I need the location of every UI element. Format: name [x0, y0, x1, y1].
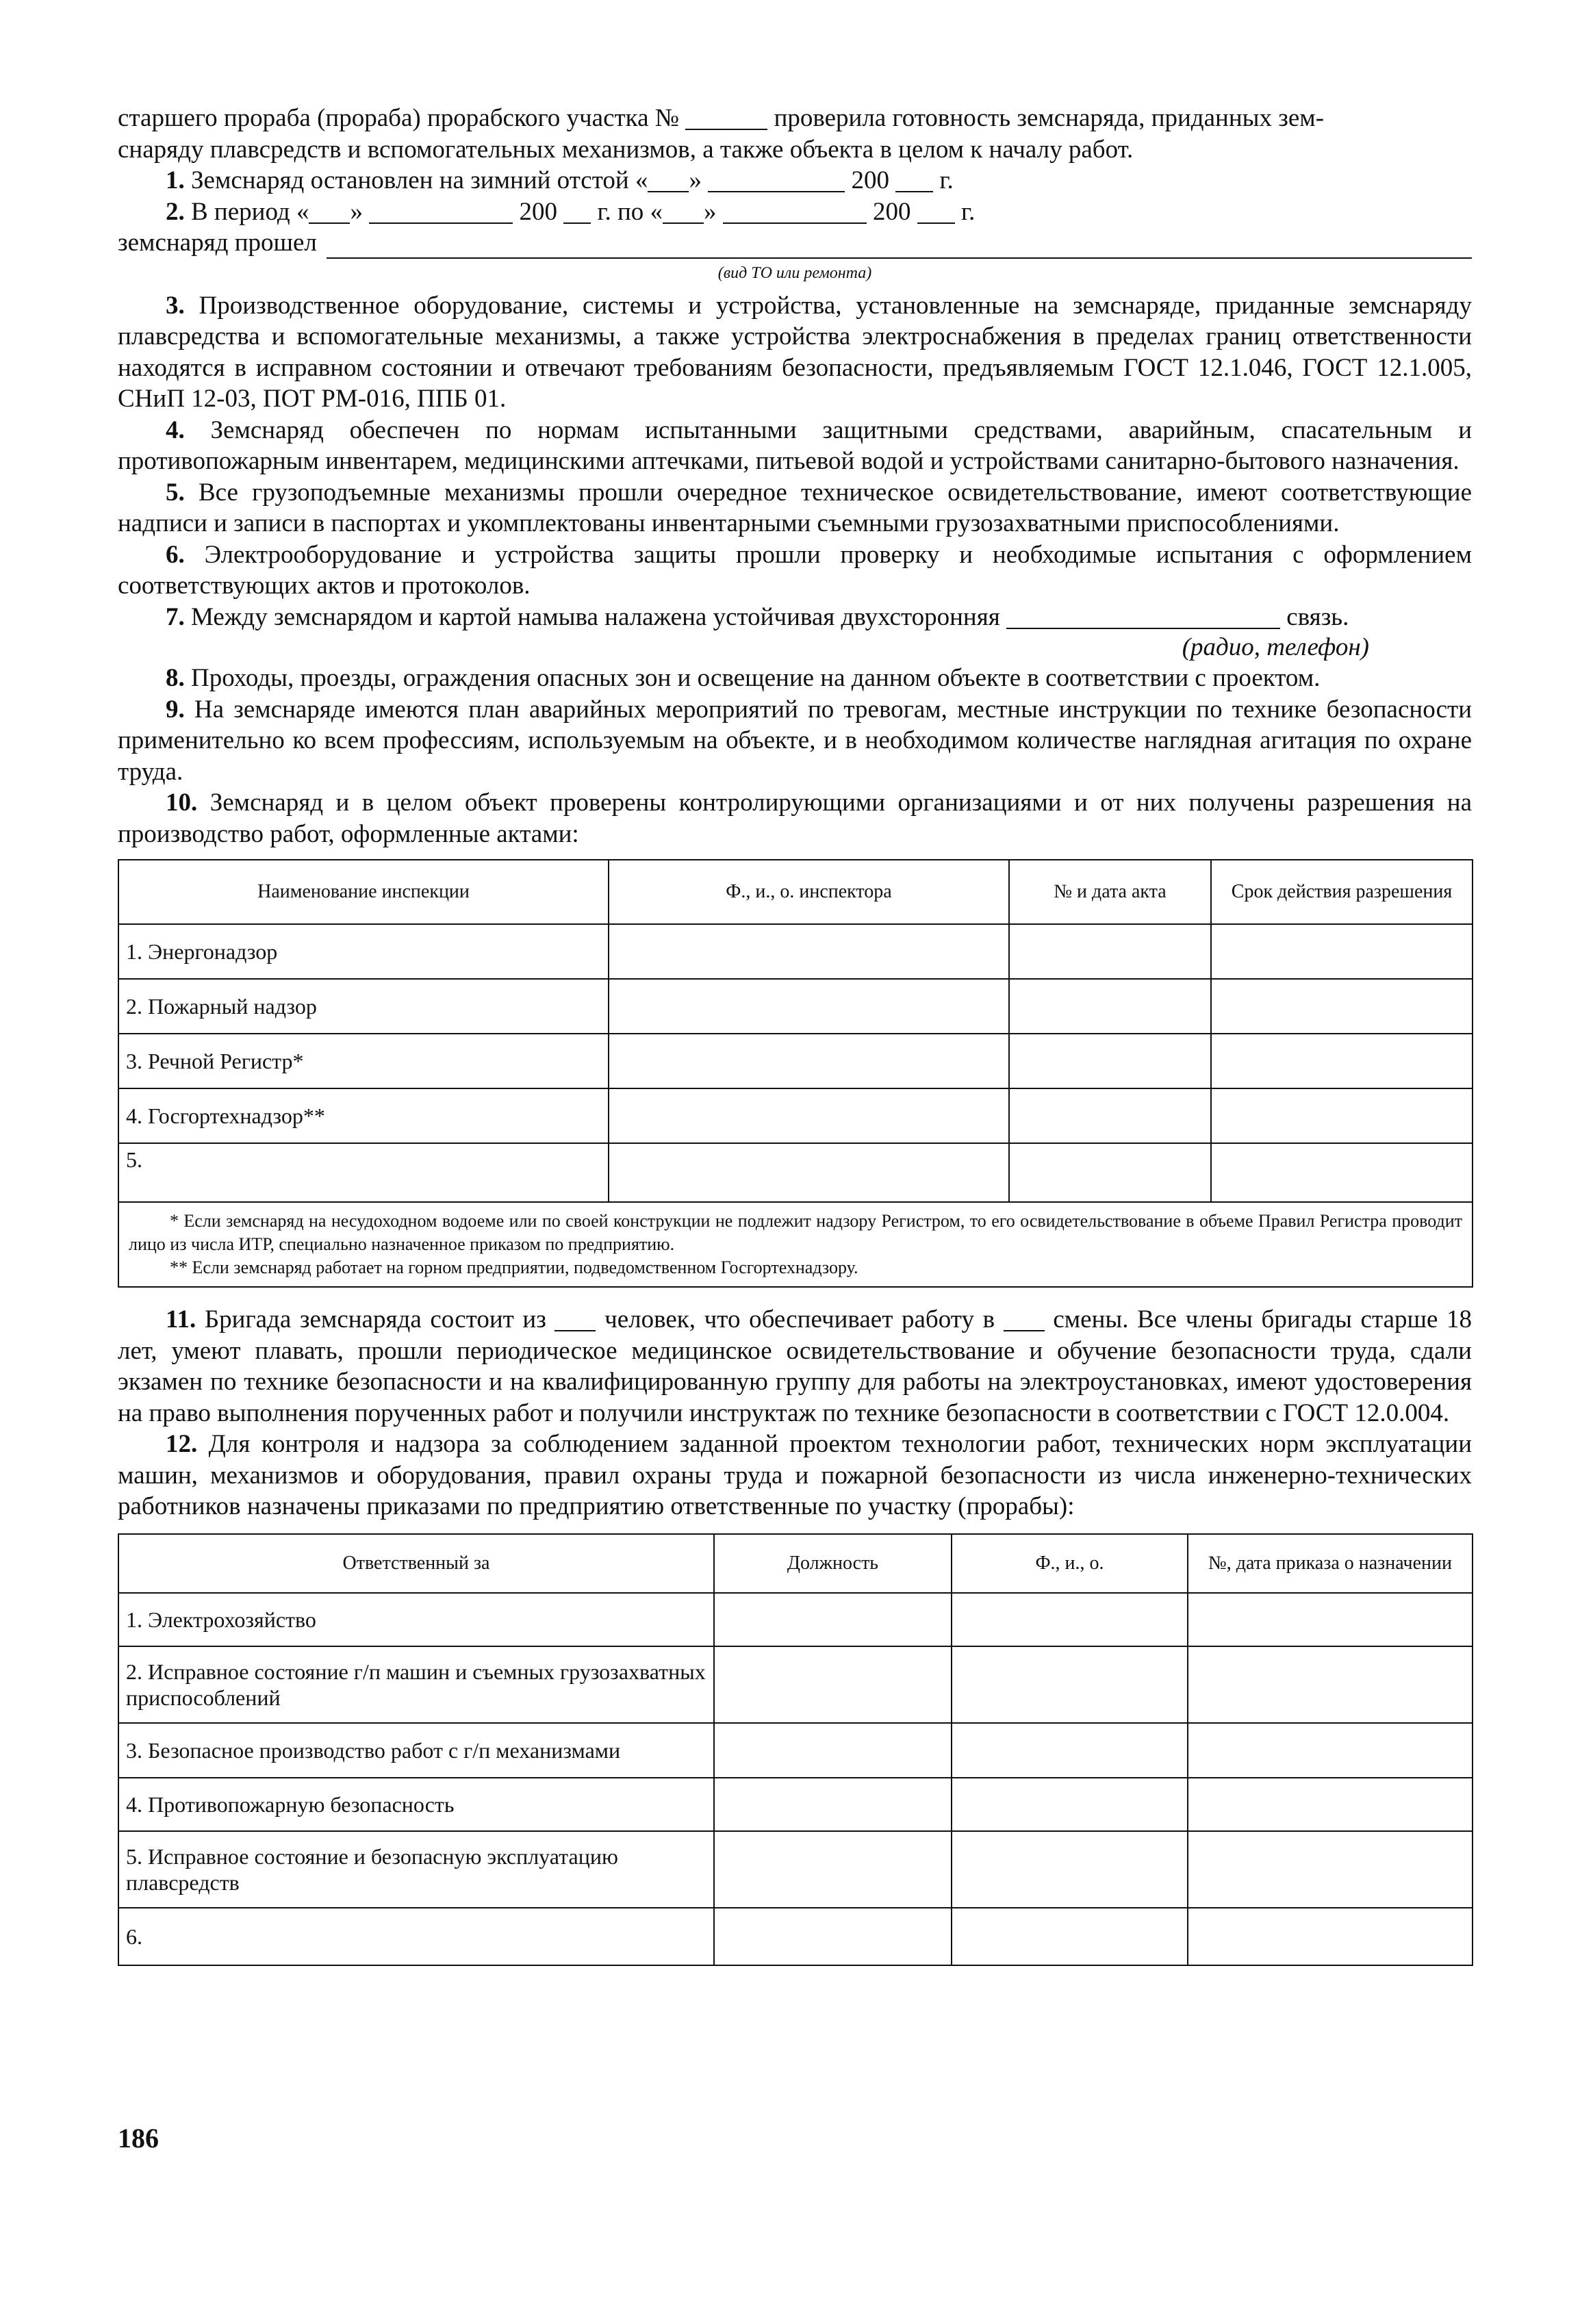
item-7 — [118, 602, 1472, 633]
table-row — [118, 1831, 1473, 1908]
item-9 — [118, 694, 1472, 788]
table-cell[interactable] — [1211, 1034, 1473, 1088]
end-month-blank[interactable] — [723, 199, 867, 224]
table-row — [118, 1088, 1473, 1143]
start-day-blank[interactable] — [309, 199, 350, 224]
column-header: Ответственный за — [118, 1534, 714, 1593]
table-cell[interactable] — [714, 1908, 952, 1965]
item-number: 8. — [166, 664, 185, 692]
item-number: 3. — [166, 291, 185, 320]
maintenance-type-blank[interactable] — [327, 234, 1472, 259]
item-text: Для контроля и надзора за соблюдением заданной проектом технологии работ, технических норм эксплуатации машин, механизмов и оборудования, правил охраны труда и пожарной безопасности из числа инженерно-технических работников назначены приказами по предприятию ответственные по участку (прорабы): — [118, 1430, 1472, 1520]
table-cell[interactable] — [1188, 1723, 1473, 1778]
table-row — [118, 1593, 1473, 1646]
row-label: 5. Исправное состояние и безопасную эксплуатацию плавсредств — [118, 1831, 714, 1908]
item-text: » — [689, 166, 702, 194]
item-text: г. по « — [597, 197, 663, 226]
page-number: 186 — [118, 2123, 159, 2154]
footnote-2: ** Если земснаряд работает на горном предприятии, подведомственном Госгортехнадзору. — [170, 1257, 858, 1277]
item-2 — [118, 196, 1472, 228]
table-row — [118, 979, 1473, 1034]
intro-text-a: старшего прораба (прораба) прорабского участка № — [118, 104, 680, 132]
table-row — [118, 1143, 1473, 1202]
table-cell[interactable] — [1211, 924, 1473, 979]
item-text: связь. — [1286, 602, 1349, 631]
item-12 — [118, 1429, 1472, 1522]
item-number: 5. — [166, 478, 185, 507]
intro-text-c: снаряду плавсредств и вспомогательных механизмов, а также объекта в целом к началу работ. — [118, 135, 1134, 164]
table-header-row — [118, 1534, 1473, 1593]
row-label: 3. Безопасное производство работ с г/п механизмами — [118, 1723, 714, 1778]
column-header: Срок действия разрешения — [1211, 860, 1473, 924]
item-text: Земснаряд остановлен на зимний отстой « — [191, 166, 648, 194]
item-text: 200 — [519, 197, 557, 226]
table-cell[interactable] — [1188, 1908, 1473, 1965]
responsibles-table — [118, 1533, 1473, 1966]
row-label: 1. Энергонадзор — [118, 924, 609, 979]
item-number: 12. — [166, 1430, 198, 1458]
month-blank[interactable] — [708, 168, 845, 192]
table-row — [118, 1778, 1473, 1831]
item-text: » — [704, 197, 717, 226]
table-cell[interactable] — [952, 1908, 1188, 1965]
intro-line-2 — [118, 134, 1472, 166]
item-text: г. — [939, 166, 954, 194]
item-text: Проходы, проезды, ограждения опасных зон и освещение на данном объекте в соответствии с проектом. — [191, 664, 1321, 692]
table-cell[interactable] — [1009, 1034, 1211, 1088]
intro-text-b: проверила готовность земснаряда, приданных зем- — [774, 104, 1325, 132]
table-cell[interactable] — [1009, 924, 1211, 979]
item-text: В период « — [191, 197, 309, 226]
table-cell[interactable] — [609, 924, 1009, 979]
table-cell[interactable] — [714, 1593, 952, 1646]
inspections-table — [118, 859, 1473, 1288]
table-cell[interactable] — [1009, 1143, 1211, 1202]
item-number: 10. — [166, 789, 198, 817]
intro-line-1 — [118, 103, 1472, 134]
footnote-row — [118, 1202, 1473, 1287]
table-cell[interactable] — [609, 1088, 1009, 1143]
row-label: 6. — [118, 1908, 714, 1965]
start-year-blank[interactable] — [563, 199, 591, 224]
table-row — [118, 1646, 1473, 1723]
table-cell[interactable] — [714, 1646, 952, 1723]
item-1 — [118, 165, 1472, 196]
row-label: 1. Электрохозяйство — [118, 1593, 714, 1646]
item-3 — [118, 290, 1472, 415]
table-cell[interactable] — [714, 1723, 952, 1778]
item-5 — [118, 477, 1472, 539]
item-number: 4. — [166, 416, 185, 444]
item-text: Все грузоподъемные механизмы прошли очередное техническое освидетельствование, имеют соответствующие надписи и записи в паспортах и укомплектованы инвентарными съемными грузозахватными приспособлениями. — [118, 478, 1472, 537]
item-4 — [118, 415, 1472, 477]
table-cell[interactable] — [1009, 979, 1211, 1034]
item-number: 6. — [166, 540, 185, 569]
year-blank[interactable] — [895, 168, 933, 192]
item-11 — [118, 1304, 1472, 1429]
table-cell[interactable] — [609, 1034, 1009, 1088]
table-cell[interactable] — [952, 1778, 1188, 1831]
item-text: » — [350, 197, 363, 226]
row-label: 3. Речной Регистр* — [118, 1034, 609, 1088]
table-row — [118, 1034, 1473, 1088]
item-text: 200 — [873, 197, 911, 226]
end-day-blank[interactable] — [663, 199, 704, 224]
item-2-line-2 — [118, 227, 1472, 259]
crew-size-blank[interactable] — [555, 1307, 596, 1331]
row-label: 2. Пожарный надзор — [118, 979, 609, 1034]
table-cell[interactable] — [952, 1723, 1188, 1778]
item-number: 2. — [166, 197, 185, 226]
item-text: Земснаряд обеспечен по нормам испытанными защитными средствами, аварийным, спасательным и противопожарным инвентарем, медицинскими аптечками, питьевой водой и устройствами санитарно-бытового назначения. — [118, 416, 1472, 475]
item-text: 200 — [851, 166, 889, 194]
column-header: Наименование инспекции — [118, 860, 609, 924]
item-number: 11. — [166, 1305, 196, 1333]
table-cell[interactable] — [714, 1778, 952, 1831]
footnote-1: * Если земснаряд на несудоходном водоеме или по своей конструкции не подлежит надзору Регистром, то его освидетельствование в объеме Правил Регистра проводит лицо из числа ИТР, специально назначенное приказом по предприятию. — [129, 1211, 1462, 1254]
column-header: Ф., и., о. — [952, 1534, 1188, 1593]
section-number-blank[interactable] — [685, 105, 767, 130]
item-number: 9. — [166, 695, 185, 724]
item-8 — [118, 663, 1472, 694]
item-text: Производственное оборудование, системы и устройства, установленные на земснаряде, приданные земснаряду плавсредства и вспомогательные механизмы, а также устройства электроснабжения в пределах границ ответственности находятся в исправном состоянии и отвечают требованиям безопасности, предъявляемым ГОСТ 12.1.046, ГОСТ 12.1.005, СНиП 12-03, ПОТ РМ-016, ППБ 01. — [118, 291, 1472, 413]
item-number: 1. — [166, 166, 185, 194]
row-label: 4. Госгортехнадзор** — [118, 1088, 609, 1143]
table-cell[interactable] — [1188, 1646, 1473, 1723]
document-page — [118, 103, 1472, 1966]
communication-type-hint: (радио, телефон) — [1182, 633, 1369, 661]
row-label: 5. — [118, 1143, 609, 1202]
table-cell[interactable] — [1188, 1593, 1473, 1646]
table-cell[interactable] — [609, 1143, 1009, 1202]
shifts-blank[interactable] — [1004, 1307, 1045, 1331]
table-cell[interactable] — [1188, 1831, 1473, 1908]
item-6 — [118, 539, 1472, 602]
table-footnotes — [118, 1202, 1473, 1287]
item-text: человек, что обеспечивает работу в — [604, 1305, 995, 1333]
table-cell[interactable] — [1211, 1143, 1473, 1202]
item-text: г. — [961, 197, 976, 226]
table-cell[interactable] — [952, 1593, 1188, 1646]
column-header: № и дата акта — [1009, 860, 1211, 924]
table-row — [118, 924, 1473, 979]
row-label: 2. Исправное состояние г/п машин и съемных грузозахватных приспособлений — [118, 1646, 714, 1723]
table-cell[interactable] — [609, 979, 1009, 1034]
item-text: Электрооборудование и устройства защиты прошли проверку и необходимые испытания с оформлением соответствующих актов и протоколов. — [118, 540, 1473, 600]
communication-type-blank[interactable] — [1006, 604, 1280, 629]
start-month-blank[interactable] — [369, 199, 513, 224]
column-header: Должность — [714, 1534, 952, 1593]
item-10 — [118, 787, 1472, 850]
column-header: №, дата приказа о назначении — [1188, 1534, 1473, 1593]
item-number: 7. — [166, 602, 185, 631]
item-text: земснаряд прошел — [118, 229, 317, 257]
item-text: Земснаряд и в целом объект проверены контролирующими организациями и от них получены разрешения на производство работ, оформленные актами: — [118, 789, 1472, 848]
table-cell[interactable] — [1211, 979, 1473, 1034]
table-header-row — [118, 860, 1473, 924]
maintenance-type-hint: (вид ТО или ремонта) — [717, 264, 872, 282]
table-row — [118, 1908, 1473, 1965]
end-year-blank[interactable] — [917, 199, 955, 224]
table-cell[interactable] — [952, 1646, 1188, 1723]
row-label: 4. Противопожарную безопасность — [118, 1778, 714, 1831]
item-text: смены. Все члены бригады старше 18 лет, умеют плавать, прошли периодическое медицинское освидетельствование и обучение безопасности труда, сдали экзамен по технике безопасности и на квалифицированную группу для работы на электроустановках, имеют удостоверения на право выполнения порученных работ и получили инструктаж по технике безопасности в соответствии с ГОСТ 12.0.004. — [118, 1305, 1473, 1427]
table-cell[interactable] — [1211, 1088, 1473, 1143]
item-text: Между земснарядом и картой намыва налажена устойчивая двухсторонняя — [191, 602, 1000, 631]
item-text: Бригада земснаряда состоит из — [204, 1305, 546, 1333]
table-cell[interactable] — [952, 1831, 1188, 1908]
column-header: Ф., и., о. инспектора — [609, 860, 1009, 924]
day-blank[interactable] — [648, 168, 689, 192]
table-row — [118, 1723, 1473, 1778]
table-cell[interactable] — [1009, 1088, 1211, 1143]
item-text: На земснаряде имеются план аварийных мероприятий по тревогам, местные инструкции по технике безопасности применительно ко всем профессиям, используемым на объекте, и в необходимом количестве наглядная агитация по охране труда. — [118, 695, 1473, 786]
table-cell[interactable] — [714, 1831, 952, 1908]
table-cell[interactable] — [1188, 1778, 1473, 1831]
